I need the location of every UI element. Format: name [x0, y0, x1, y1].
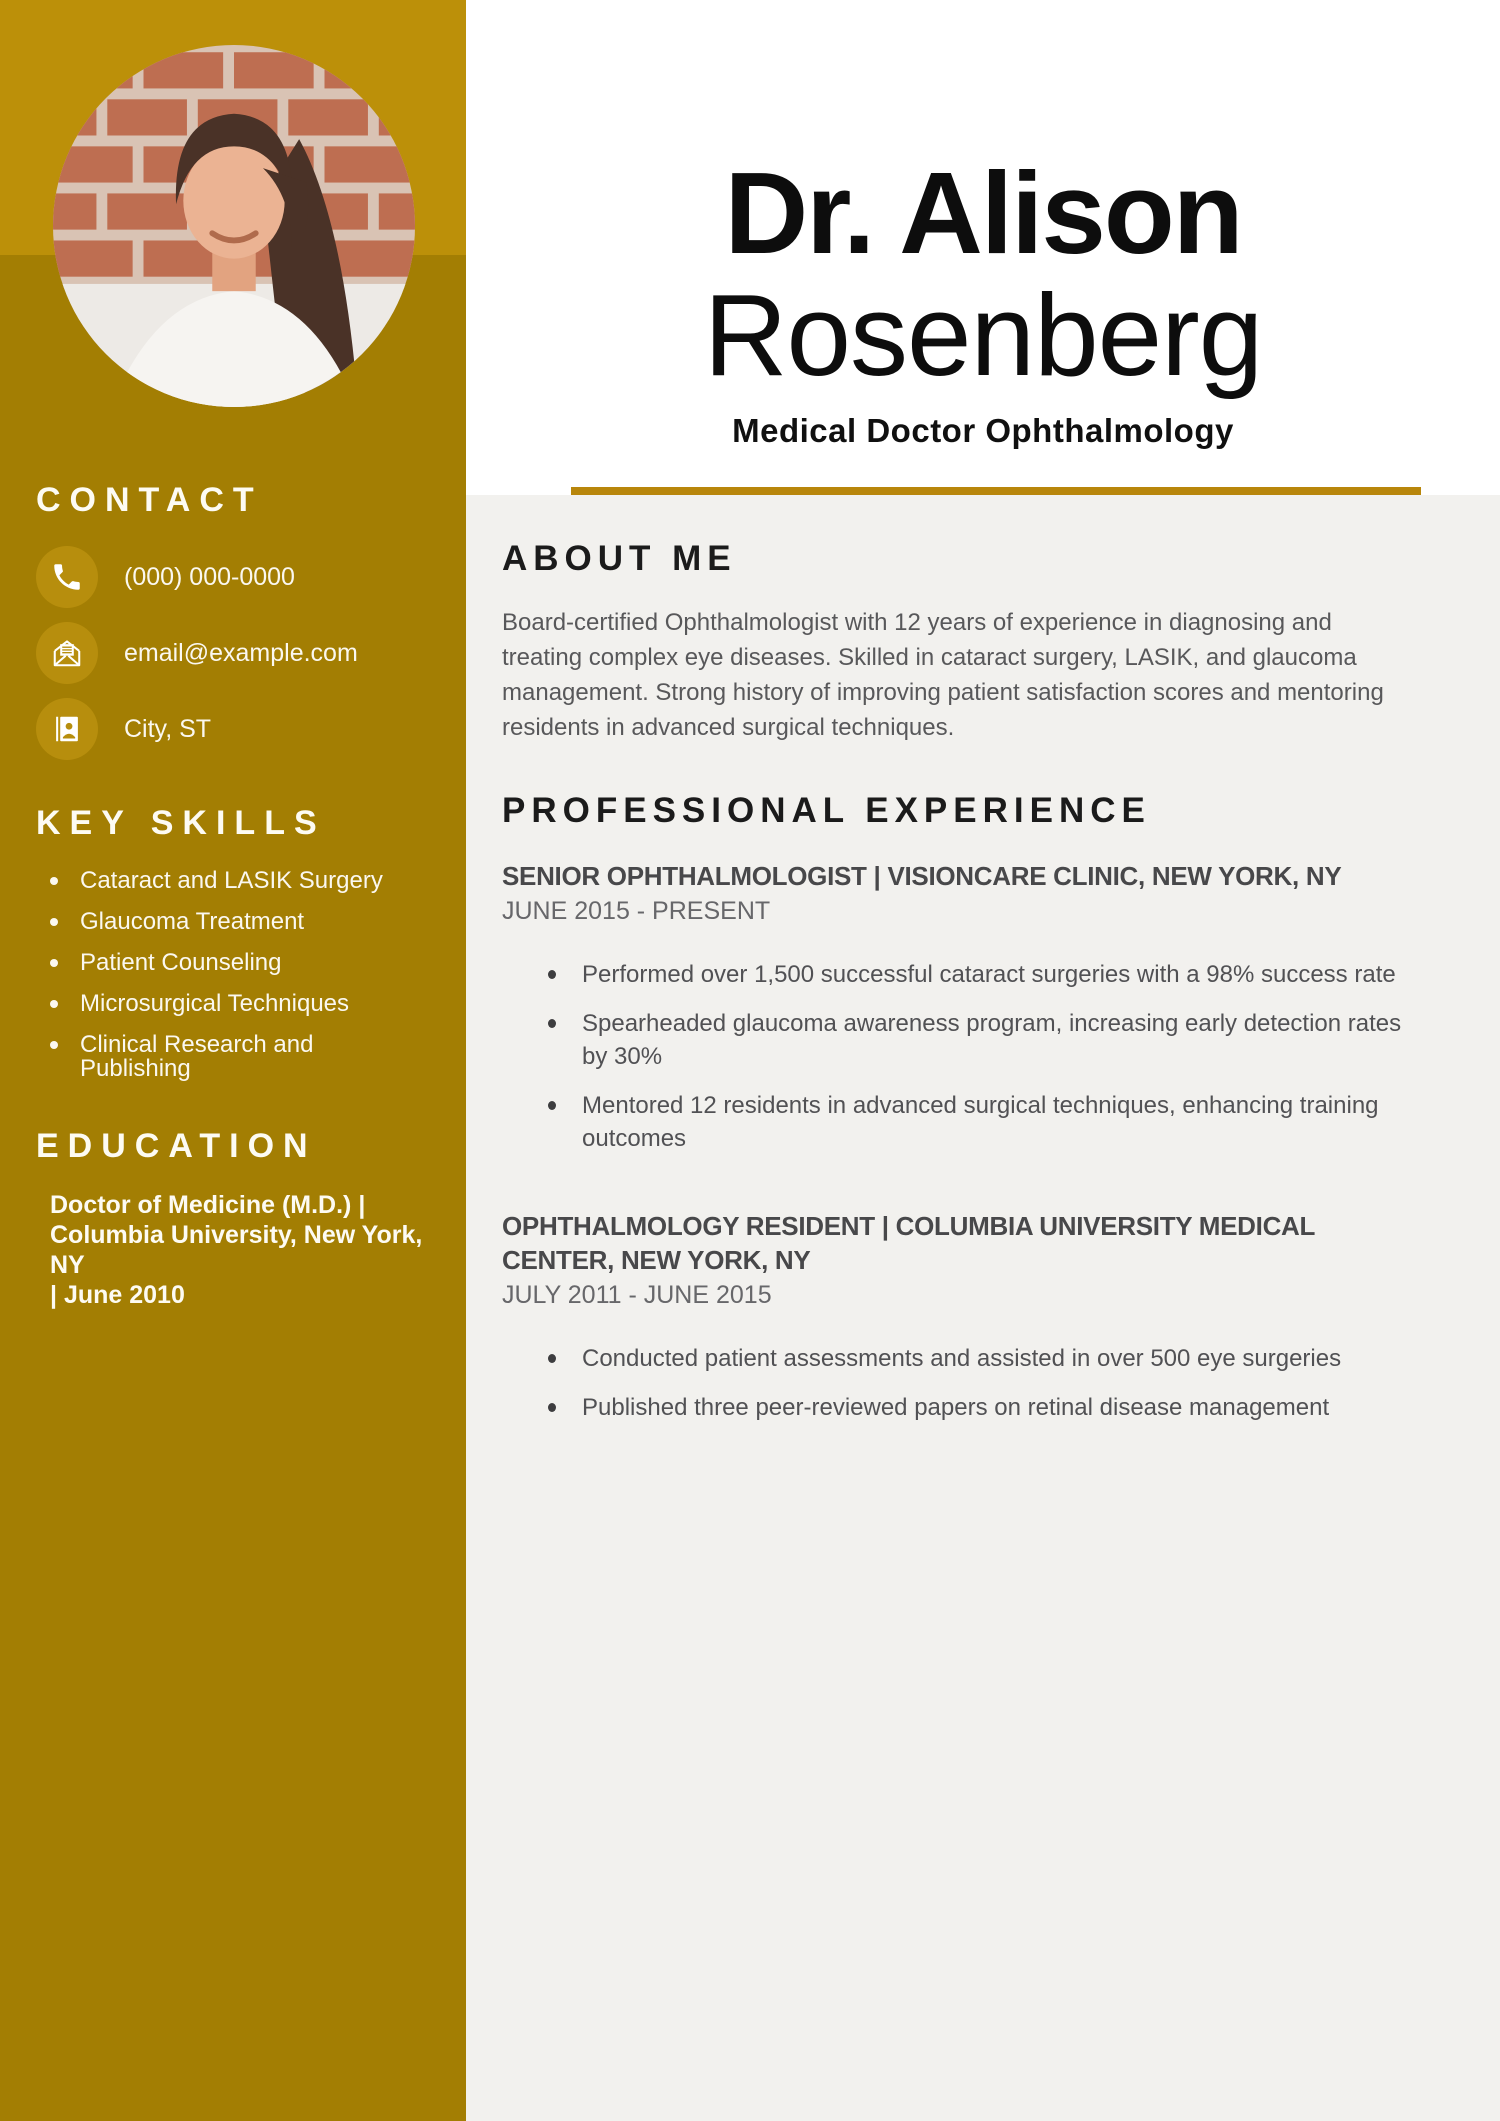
job-title: OPHTHALMOLOGY RESIDENT | COLUMBIA UNIVERSITY MEDICAL CENTER, NEW YORK, NY: [502, 1211, 1315, 1275]
about-me-title: ABOUT ME: [502, 539, 737, 578]
about-me-text: Board-certified Ophthalmologist with 12 years of experience in diagnosing and treating complex eye diseases. Skilled in cataract surgery, LASIK, and glaucoma management. Strong history of improving patient satisfaction scores and mentoring residents in advanced surgical techniques.: [502, 609, 1384, 741]
content-area: [466, 495, 1500, 2121]
gold-divider: [571, 487, 1421, 495]
phone-icon: [36, 546, 98, 608]
job-bullet: Spearheaded glaucoma awareness program, increasing early detection rates by 30%: [502, 1007, 1412, 1073]
skill-item: Glaucoma Treatment: [36, 910, 430, 934]
education-entry: [36, 1190, 430, 1310]
education-line: | June 2010: [50, 1281, 185, 1309]
job-entry: [502, 859, 1412, 1155]
phone-value: (000) 000-0000: [124, 562, 295, 591]
profile-photo: [53, 45, 415, 407]
contact-title: CONTACT: [36, 481, 263, 519]
skill-item: Patient Counseling: [36, 951, 430, 975]
job-title: SENIOR OPHTHALMOLOGIST | VISIONCARE CLINIC, NEW YORK, NY: [502, 861, 1342, 891]
name-last-line: Rosenberg: [703, 269, 1263, 400]
contact-row-email: [36, 622, 430, 684]
job-bullet-list: [502, 1342, 1412, 1424]
education-section: [0, 1127, 466, 1310]
job-dates: JUNE 2015 - PRESENT: [502, 897, 771, 925]
job-entry: [502, 1209, 1412, 1424]
education-title: EDUCATION: [36, 1127, 317, 1165]
main-column: [466, 0, 1500, 2121]
skill-item: Cataract and LASIK Surgery: [36, 869, 430, 893]
sidebar: [0, 0, 466, 2121]
job-bullet: Mentored 12 residents in advanced surgical techniques, enhancing training outcomes: [502, 1089, 1412, 1155]
contact-row-location: [36, 698, 430, 760]
email-icon: [36, 622, 98, 684]
header: [466, 0, 1500, 495]
profile-photo-illustration: [53, 45, 415, 407]
job-dates: JULY 2011 - JUNE 2015: [502, 1281, 772, 1309]
location-value: City, ST: [124, 714, 212, 743]
location-icon: [36, 698, 98, 760]
name-first-line: Dr. Alison: [724, 148, 1242, 278]
job-subtitle: Medical Doctor Ophthalmology: [732, 411, 1234, 449]
job-bullet: Published three peer-reviewed papers on retinal disease management: [502, 1391, 1412, 1424]
job-bullet: Performed over 1,500 successful cataract surgeries with a 98% success rate: [502, 958, 1412, 991]
skill-item: Microsurgical Techniques: [36, 992, 430, 1016]
contact-section: [0, 481, 466, 760]
job-bullet-list: [502, 958, 1412, 1155]
key-skills-list: [36, 869, 430, 1081]
education-line: Doctor of Medicine (M.D.) |: [50, 1191, 366, 1219]
job-bullet: Conducted patient assessments and assisted in over 500 eye surgeries: [502, 1342, 1412, 1375]
key-skills-title: KEY SKILLS: [36, 804, 326, 842]
email-value: email@example.com: [124, 638, 358, 667]
skill-item: Clinical Research and Publishing: [36, 1033, 430, 1081]
key-skills-section: [0, 804, 466, 1081]
professional-experience-title: PROFESSIONAL EXPERIENCE: [502, 791, 1151, 830]
contact-list: [36, 546, 430, 760]
education-line: Columbia University, New York, NY: [50, 1221, 423, 1279]
contact-row-phone: [36, 546, 430, 608]
